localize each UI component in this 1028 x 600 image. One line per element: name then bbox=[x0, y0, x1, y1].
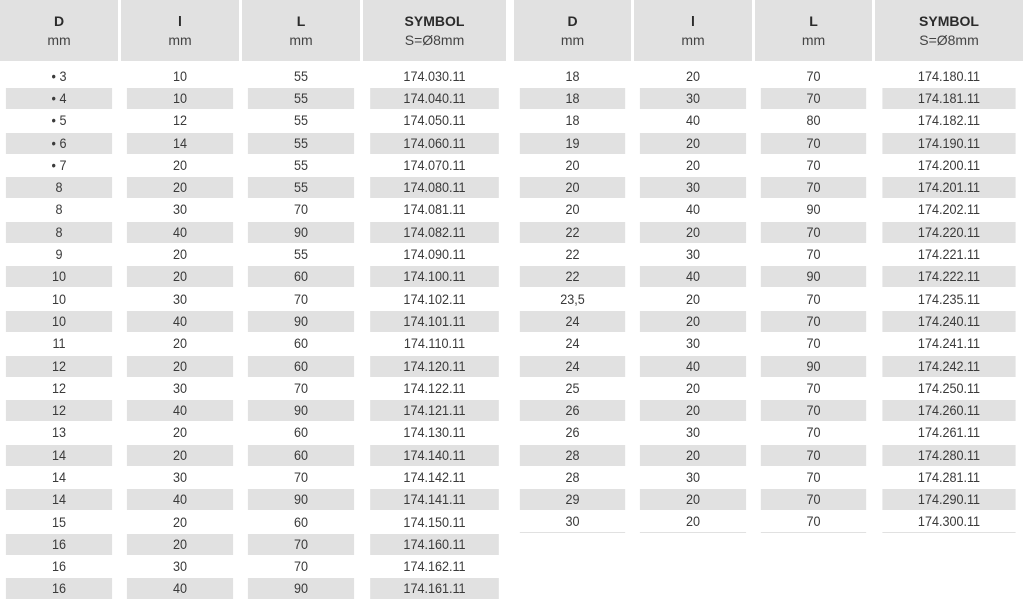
cell-d: 28 bbox=[520, 445, 625, 466]
cell-d: • 6 bbox=[6, 133, 112, 154]
table-row bbox=[514, 243, 1026, 265]
table-row bbox=[0, 310, 509, 332]
cell-symbol: 174.300.11 bbox=[882, 511, 1015, 533]
cell-symbol: 174.180.11 bbox=[917, 67, 981, 84]
cell-l-small: 30 bbox=[172, 558, 188, 575]
cell-l-small: 40 bbox=[640, 356, 746, 377]
cell-l-small: 30 bbox=[172, 290, 188, 307]
table-row bbox=[514, 221, 1026, 243]
table-row bbox=[514, 444, 1026, 466]
cell-symbol: 174.160.11 bbox=[370, 534, 499, 555]
cell-d: • 4 bbox=[6, 88, 112, 109]
header-l-large bbox=[755, 0, 872, 61]
cell-l-large: 70 bbox=[806, 424, 821, 441]
header-l-small-unit: mm bbox=[681, 31, 705, 48]
cell-l-large: 70 bbox=[293, 201, 309, 218]
cell-l-small: 30 bbox=[685, 335, 701, 352]
cell-l-small: 20 bbox=[172, 335, 188, 352]
table-row bbox=[0, 199, 509, 221]
cell-l-large: 70 bbox=[293, 468, 309, 485]
cell-symbol: 174.221.11 bbox=[917, 246, 981, 263]
cell-l-large: 55 bbox=[293, 246, 309, 263]
table-row bbox=[514, 266, 1026, 288]
cell-symbol: 174.241.11 bbox=[917, 335, 981, 352]
header-symbol bbox=[363, 0, 506, 61]
cell-l-large: 70 bbox=[806, 468, 821, 485]
table-row bbox=[0, 266, 509, 288]
cell-l-large: 60 bbox=[248, 266, 354, 287]
table-row bbox=[514, 377, 1026, 399]
cell-l-small: 40 bbox=[127, 222, 233, 243]
cell-l-large: 70 bbox=[806, 379, 821, 396]
cell-d: 8 bbox=[6, 222, 112, 243]
cell-d: 24 bbox=[520, 311, 625, 332]
cell-d: 10 bbox=[51, 290, 67, 307]
cell-l-large: 60 bbox=[293, 424, 309, 441]
table-row bbox=[0, 533, 509, 555]
cell-l-large: 70 bbox=[806, 67, 821, 84]
cell-d: 18 bbox=[520, 88, 625, 109]
table-row bbox=[514, 176, 1026, 198]
cell-symbol: 174.235.11 bbox=[917, 290, 981, 307]
cell-l-small: 20 bbox=[172, 156, 188, 173]
cell-symbol: 174.142.11 bbox=[403, 468, 466, 485]
header-d-title: D bbox=[53, 12, 65, 29]
cell-d: 10 bbox=[6, 311, 112, 332]
table-row bbox=[514, 199, 1026, 221]
cell-symbol: 174.100.11 bbox=[370, 266, 499, 287]
cell-d: 13 bbox=[51, 424, 67, 441]
cell-d: 8 bbox=[6, 177, 112, 198]
cell-d: 22 bbox=[565, 246, 580, 263]
table-row bbox=[0, 132, 509, 154]
cell-symbol: 174.162.11 bbox=[403, 558, 466, 575]
table-row bbox=[0, 221, 509, 243]
cell-symbol: 174.240.11 bbox=[882, 311, 1015, 332]
cell-symbol: 174.050.11 bbox=[403, 112, 466, 129]
cell-l-small: 30 bbox=[640, 177, 746, 198]
header-l-large-unit: mm bbox=[801, 31, 826, 48]
header-d-title: D bbox=[567, 12, 578, 29]
header-l-large-title: L bbox=[296, 12, 306, 29]
cell-symbol: 174.090.11 bbox=[403, 246, 466, 263]
cell-l-large: 70 bbox=[293, 290, 309, 307]
cell-d: 16 bbox=[6, 534, 112, 555]
table-row bbox=[0, 176, 509, 198]
cell-symbol: 174.260.11 bbox=[882, 400, 1015, 421]
table-row bbox=[0, 243, 509, 265]
cell-l-large: 70 bbox=[761, 445, 866, 466]
table-row bbox=[0, 444, 509, 466]
cell-l-small: 30 bbox=[685, 468, 701, 485]
cell-l-large: 90 bbox=[248, 222, 354, 243]
cell-l-small: 20 bbox=[685, 290, 701, 307]
cell-l-small: 30 bbox=[172, 201, 188, 218]
cell-d: 12 bbox=[6, 400, 112, 421]
cell-l-large: 70 bbox=[761, 133, 866, 154]
cell-l-small: 40 bbox=[685, 112, 701, 129]
cell-symbol: 174.242.11 bbox=[882, 356, 1015, 377]
cell-symbol: 174.081.11 bbox=[403, 201, 466, 218]
cell-l-small: 30 bbox=[640, 88, 746, 109]
cell-d: • 5 bbox=[51, 112, 67, 129]
cell-l-large: 55 bbox=[293, 67, 309, 84]
cell-l-small: 40 bbox=[127, 578, 233, 599]
cell-l-small: 20 bbox=[172, 424, 188, 441]
cell-symbol: 174.182.11 bbox=[917, 112, 981, 129]
cell-symbol: 174.150.11 bbox=[403, 513, 466, 530]
cell-symbol: 174.040.11 bbox=[370, 88, 499, 109]
left-table-body bbox=[0, 65, 509, 600]
right-table bbox=[514, 0, 1026, 533]
cell-l-small: 40 bbox=[127, 311, 233, 332]
cell-l-small: 30 bbox=[172, 468, 188, 485]
cell-symbol: 174.250.11 bbox=[917, 379, 981, 396]
table-row bbox=[0, 154, 509, 176]
cell-l-large: 70 bbox=[806, 290, 821, 307]
cell-symbol: 174.101.11 bbox=[370, 311, 499, 332]
table-row bbox=[514, 489, 1026, 511]
cell-d: 24 bbox=[520, 356, 625, 377]
header-d-unit: mm bbox=[560, 31, 585, 48]
cell-d: 11 bbox=[52, 335, 66, 352]
cell-d: 15 bbox=[51, 513, 67, 530]
cell-d: 20 bbox=[565, 156, 580, 173]
cell-l-small: 40 bbox=[127, 400, 233, 421]
table-row bbox=[0, 65, 509, 87]
table-row bbox=[0, 333, 509, 355]
table-row bbox=[0, 110, 509, 132]
table-row bbox=[514, 110, 1026, 132]
table-row bbox=[514, 333, 1026, 355]
cell-symbol: 174.030.11 bbox=[403, 67, 466, 84]
cell-l-small: 10 bbox=[172, 67, 188, 84]
cell-d: 25 bbox=[565, 379, 580, 396]
table-row bbox=[0, 422, 509, 444]
cell-symbol: 174.060.11 bbox=[370, 133, 499, 154]
cell-l-small: 40 bbox=[127, 489, 233, 510]
cell-l-large: 70 bbox=[761, 88, 866, 109]
cell-symbol: 174.110.11 bbox=[403, 335, 466, 352]
cell-l-small: 20 bbox=[685, 379, 701, 396]
header-d bbox=[514, 0, 631, 61]
cell-l-small: 30 bbox=[172, 379, 188, 396]
header-d bbox=[0, 0, 118, 61]
cell-l-large: 70 bbox=[761, 177, 866, 198]
table-row bbox=[514, 132, 1026, 154]
cell-d: 22 bbox=[520, 266, 625, 287]
header-l-small-title: l bbox=[178, 12, 182, 29]
cell-l-large: 55 bbox=[248, 133, 354, 154]
cell-symbol: 174.120.11 bbox=[370, 356, 499, 377]
cell-l-large: 70 bbox=[806, 156, 821, 173]
cell-d: 26 bbox=[565, 424, 580, 441]
cell-l-small: 20 bbox=[640, 133, 746, 154]
cell-d: 19 bbox=[520, 133, 625, 154]
header-l-small-title: l bbox=[691, 12, 695, 29]
cell-d: 18 bbox=[565, 112, 580, 129]
cell-d: 10 bbox=[6, 266, 112, 287]
cell-d: 8 bbox=[55, 201, 63, 218]
table-row bbox=[514, 399, 1026, 421]
cell-l-small: 14 bbox=[127, 133, 233, 154]
cell-d: • 3 bbox=[51, 67, 67, 84]
cell-l-small: 20 bbox=[685, 67, 701, 84]
header-l-large-unit: mm bbox=[289, 31, 313, 48]
cell-l-small: 20 bbox=[640, 445, 746, 466]
header-d-unit: mm bbox=[47, 31, 71, 48]
cell-l-large: 70 bbox=[806, 335, 821, 352]
cell-l-large: 90 bbox=[248, 489, 354, 510]
cell-d: 30 bbox=[520, 511, 625, 533]
cell-l-large: 70 bbox=[761, 311, 866, 332]
cell-l-small: 20 bbox=[127, 534, 233, 555]
header-l-large-title: L bbox=[809, 12, 818, 29]
right-table-body bbox=[514, 65, 1026, 533]
cell-l-small: 20 bbox=[127, 266, 233, 287]
cell-l-large: 90 bbox=[761, 266, 866, 287]
cell-symbol: 174.222.11 bbox=[882, 266, 1015, 287]
cell-d: 23,5 bbox=[560, 290, 585, 307]
cell-l-small: 20 bbox=[685, 156, 701, 173]
cell-l-large: 60 bbox=[293, 513, 309, 530]
cell-l-small: 20 bbox=[640, 511, 746, 533]
cell-symbol: 174.070.11 bbox=[403, 156, 466, 173]
left-table bbox=[0, 0, 509, 600]
header-symbol-unit: S=Ø8mm bbox=[919, 31, 979, 48]
header-symbol-title: SYMBOL bbox=[919, 12, 979, 29]
header-l-small bbox=[121, 0, 239, 61]
cell-symbol: 174.290.11 bbox=[882, 489, 1015, 510]
table-row bbox=[0, 288, 509, 310]
cell-symbol: 174.181.11 bbox=[882, 88, 1015, 109]
table-row bbox=[514, 511, 1026, 533]
table-row bbox=[0, 466, 509, 488]
cell-l-small: 20 bbox=[127, 356, 233, 377]
table-row bbox=[514, 310, 1026, 332]
table-row bbox=[0, 399, 509, 421]
cell-l-large: 70 bbox=[248, 534, 354, 555]
cell-l-large: 70 bbox=[806, 246, 821, 263]
cell-symbol: 174.202.11 bbox=[917, 201, 981, 218]
cell-l-small: 20 bbox=[640, 400, 746, 421]
cell-l-small: 20 bbox=[172, 246, 188, 263]
cell-symbol: 174.280.11 bbox=[882, 445, 1015, 466]
cell-d: 24 bbox=[565, 335, 580, 352]
table-row bbox=[0, 87, 509, 109]
cell-l-large: 55 bbox=[293, 112, 309, 129]
table-row bbox=[0, 578, 509, 600]
cell-l-small: 20 bbox=[127, 445, 233, 466]
cell-l-small: 40 bbox=[640, 266, 746, 287]
table-row bbox=[514, 355, 1026, 377]
cell-l-small: 20 bbox=[640, 489, 746, 510]
cell-d: 14 bbox=[51, 468, 67, 485]
cell-l-small: 30 bbox=[685, 424, 701, 441]
table-row bbox=[514, 65, 1026, 87]
cell-symbol: 174.190.11 bbox=[882, 133, 1015, 154]
cell-d: 14 bbox=[6, 445, 112, 466]
cell-symbol: 174.122.11 bbox=[403, 379, 466, 396]
cell-l-large: 55 bbox=[293, 156, 309, 173]
cell-l-large: 90 bbox=[248, 400, 354, 421]
cell-symbol: 174.281.11 bbox=[917, 468, 981, 485]
table-row bbox=[514, 288, 1026, 310]
cell-l-large: 55 bbox=[248, 88, 354, 109]
table-row bbox=[0, 355, 509, 377]
header-l-small-unit: mm bbox=[168, 31, 192, 48]
header-symbol bbox=[875, 0, 1023, 61]
table-row bbox=[514, 154, 1026, 176]
cell-l-small: 20 bbox=[172, 513, 188, 530]
cell-d: 26 bbox=[520, 400, 625, 421]
cell-l-small: 20 bbox=[127, 177, 233, 198]
cell-l-large: 80 bbox=[806, 112, 821, 129]
cell-l-large: 70 bbox=[761, 222, 866, 243]
header-symbol-title: SYMBOL bbox=[404, 12, 465, 29]
cell-l-small: 20 bbox=[640, 222, 746, 243]
cell-d: 20 bbox=[520, 177, 625, 198]
cell-l-large: 90 bbox=[806, 201, 821, 218]
cell-l-large: 70 bbox=[293, 379, 309, 396]
table-row bbox=[0, 377, 509, 399]
cell-l-large: 60 bbox=[248, 445, 354, 466]
cell-d: 12 bbox=[51, 379, 67, 396]
right-table-header bbox=[514, 0, 1026, 61]
cell-symbol: 174.161.11 bbox=[370, 578, 499, 599]
cell-l-large: 60 bbox=[248, 356, 354, 377]
cell-symbol: 174.141.11 bbox=[370, 489, 499, 510]
cell-l-small: 12 bbox=[172, 112, 188, 129]
header-symbol-unit: S=Ø8mm bbox=[404, 31, 465, 48]
cell-symbol: 174.102.11 bbox=[403, 290, 466, 307]
table-row bbox=[0, 556, 509, 578]
header-l-large bbox=[242, 0, 360, 61]
cell-d: 22 bbox=[520, 222, 625, 243]
cell-l-large: 90 bbox=[248, 311, 354, 332]
cell-symbol: 174.200.11 bbox=[917, 156, 981, 173]
cell-d: • 7 bbox=[51, 156, 67, 173]
cell-d: 29 bbox=[520, 489, 625, 510]
cell-d: 20 bbox=[565, 201, 580, 218]
cell-l-large: 70 bbox=[761, 400, 866, 421]
cell-d: 14 bbox=[6, 489, 112, 510]
cell-d: 16 bbox=[6, 578, 112, 599]
cell-symbol: 174.082.11 bbox=[370, 222, 499, 243]
cell-symbol: 174.140.11 bbox=[370, 445, 499, 466]
cell-l-large: 70 bbox=[293, 558, 309, 575]
table-row bbox=[514, 466, 1026, 488]
cell-l-large: 70 bbox=[761, 511, 866, 533]
cell-d: 12 bbox=[6, 356, 112, 377]
table-row bbox=[0, 511, 509, 533]
cell-symbol: 174.220.11 bbox=[882, 222, 1015, 243]
table-row bbox=[514, 87, 1026, 109]
cell-symbol: 174.121.11 bbox=[370, 400, 499, 421]
cell-d: 18 bbox=[565, 67, 580, 84]
cell-l-large: 90 bbox=[248, 578, 354, 599]
cell-l-large: 60 bbox=[293, 335, 309, 352]
left-table-header bbox=[0, 0, 509, 61]
cell-l-small: 30 bbox=[685, 246, 701, 263]
cell-l-large: 55 bbox=[248, 177, 354, 198]
cell-l-small: 10 bbox=[127, 88, 233, 109]
cell-l-large: 70 bbox=[761, 489, 866, 510]
header-l-small bbox=[634, 0, 752, 61]
cell-l-small: 20 bbox=[640, 311, 746, 332]
cell-symbol: 174.201.11 bbox=[882, 177, 1015, 198]
cell-d: 9 bbox=[55, 246, 63, 263]
cell-d: 16 bbox=[51, 558, 67, 575]
cell-l-small: 40 bbox=[685, 201, 701, 218]
cell-l-large: 90 bbox=[761, 356, 866, 377]
cell-symbol: 174.080.11 bbox=[370, 177, 499, 198]
table-row bbox=[514, 422, 1026, 444]
cell-d: 28 bbox=[565, 468, 580, 485]
table-row bbox=[0, 489, 509, 511]
cell-symbol: 174.261.11 bbox=[917, 424, 981, 441]
cell-symbol: 174.130.11 bbox=[403, 424, 466, 441]
